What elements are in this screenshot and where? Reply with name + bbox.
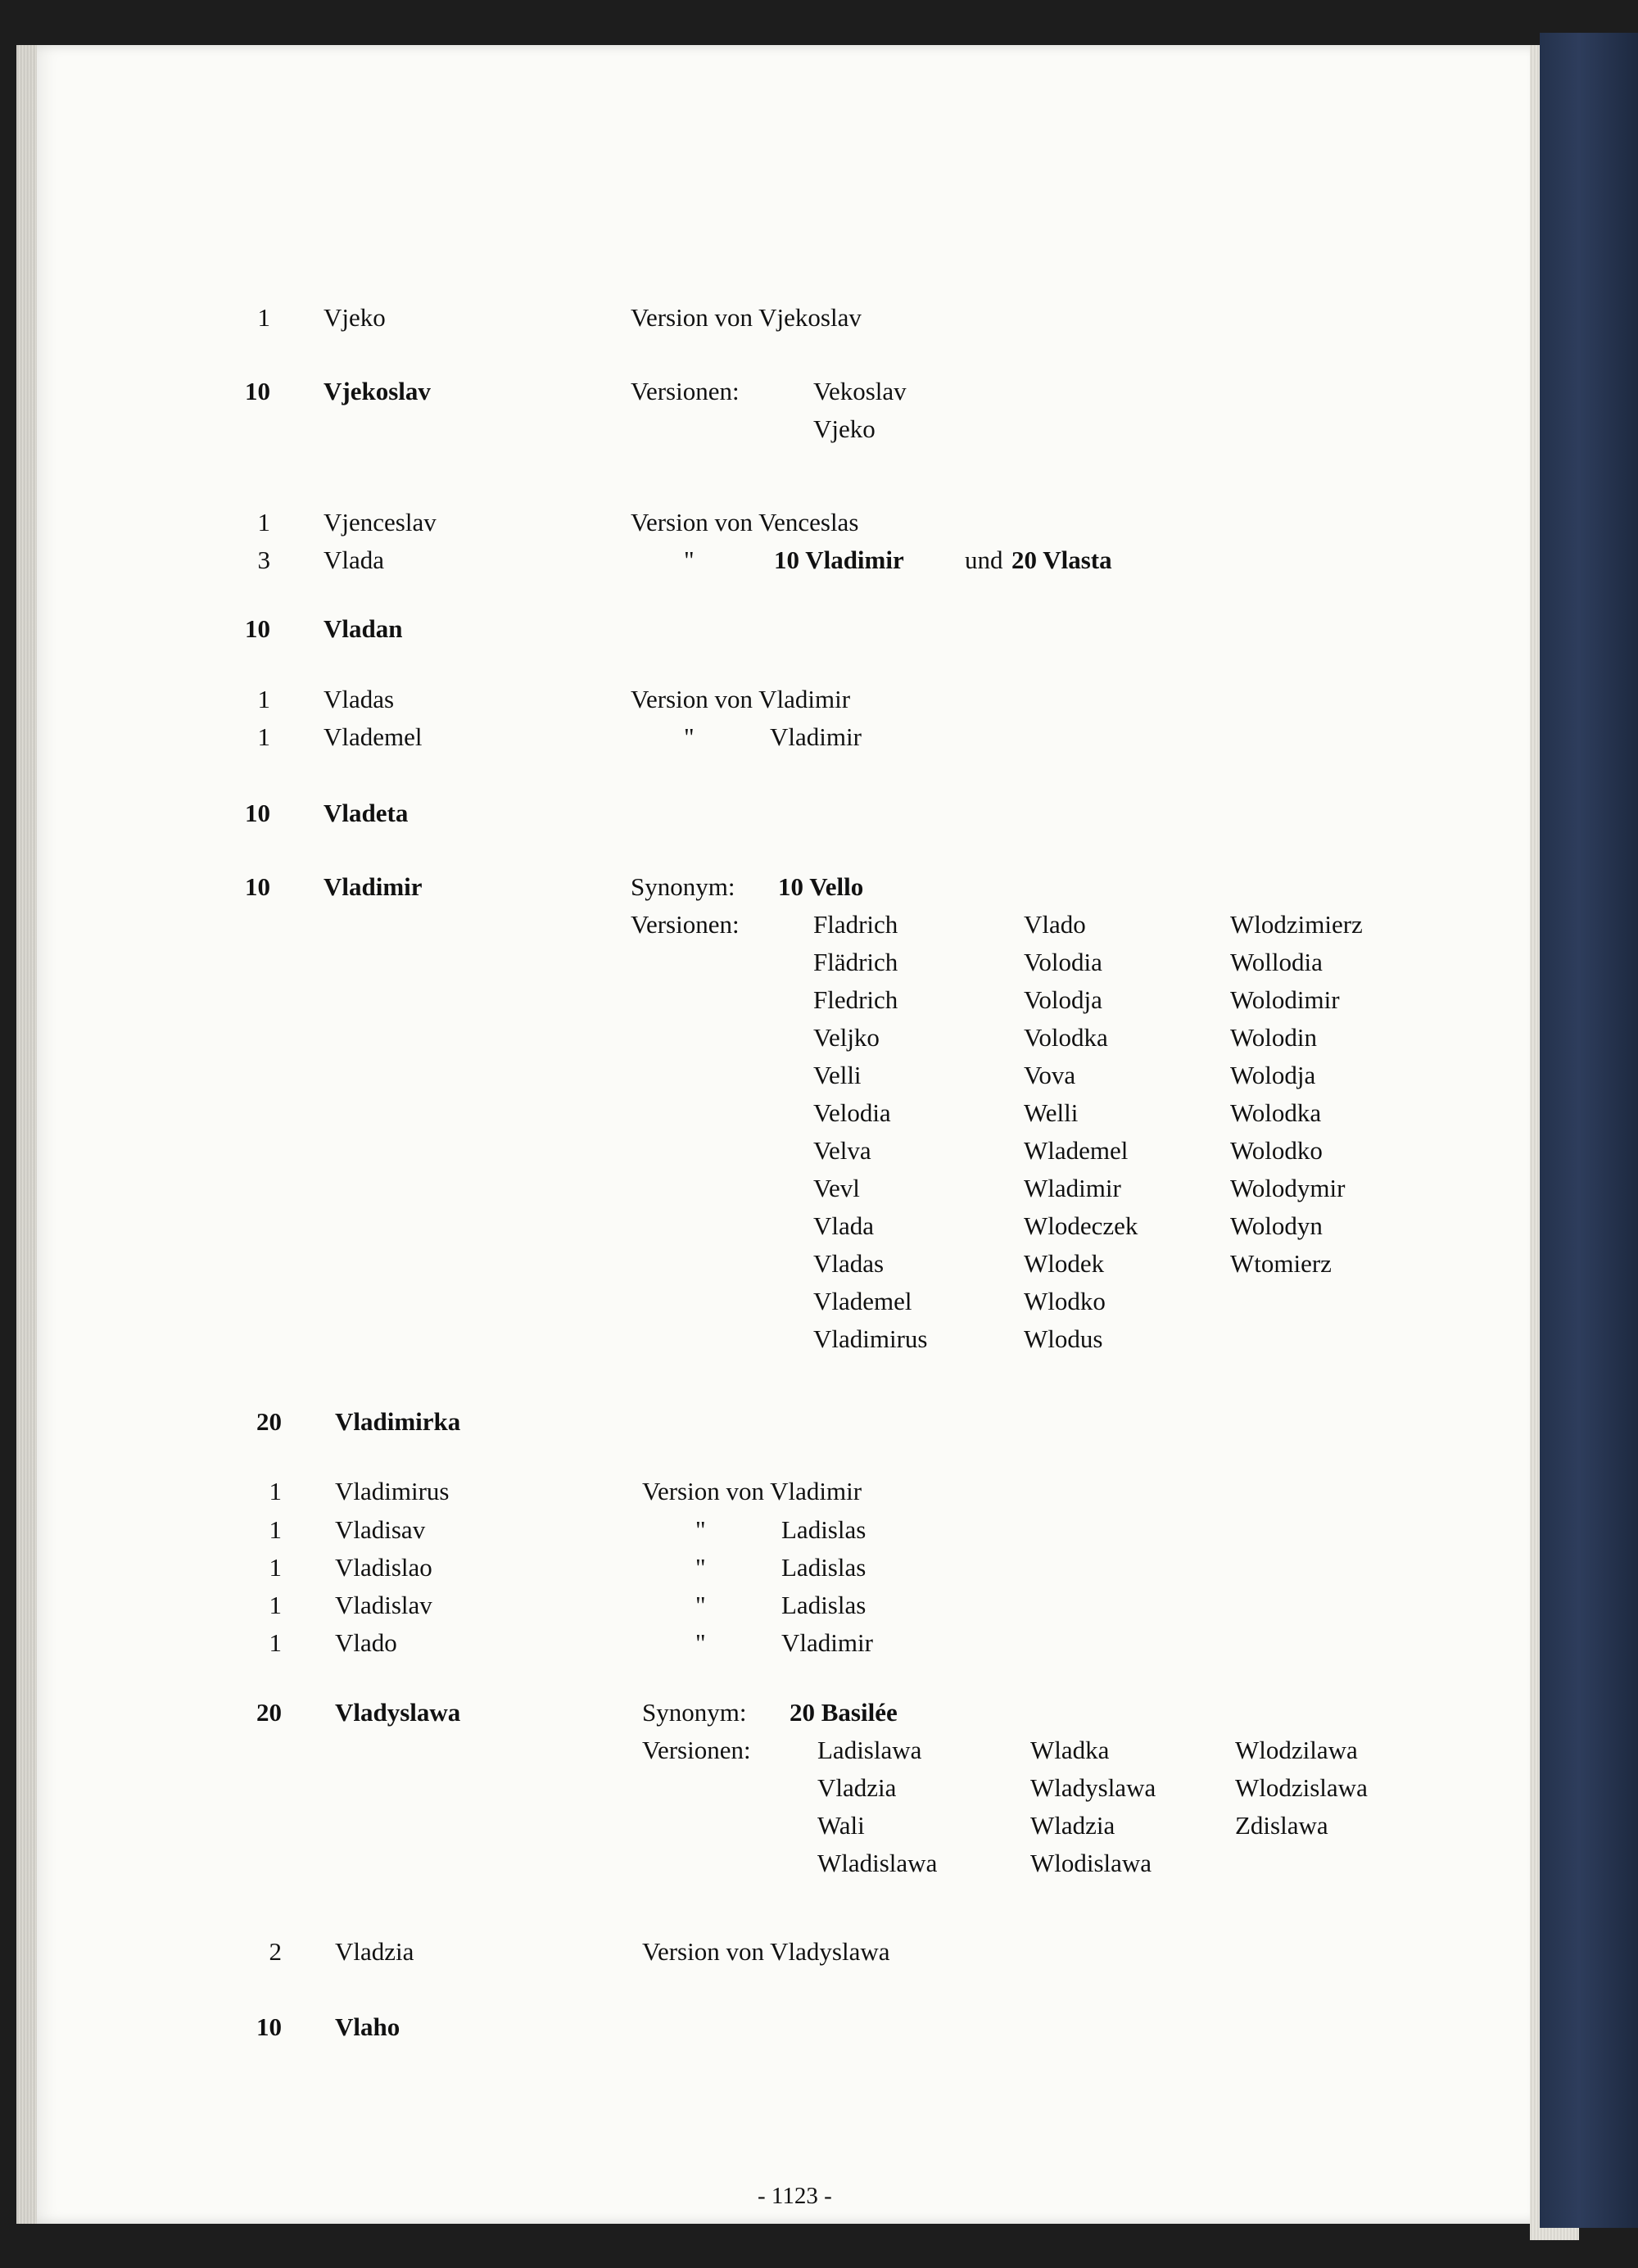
version-item: Wolodko [1230, 1136, 1323, 1165]
entry-frequency: 1 [257, 508, 270, 536]
version-item: Velodia [813, 1098, 891, 1127]
ditto-mark: " [695, 1591, 706, 1619]
version-item: Vladimirus [813, 1324, 928, 1353]
version-item: Velli [813, 1061, 862, 1089]
synonym-label: Synonym: [631, 872, 735, 901]
entry-reference: Ladislas [781, 1591, 867, 1619]
synonym-value: 20 Basilée [790, 1698, 898, 1727]
entry-frequency: 10 [245, 377, 270, 405]
entry-frequency: 1 [269, 1515, 282, 1544]
version-item: Wollodia [1230, 948, 1323, 976]
entry-name: Vladeta [324, 799, 409, 827]
entry-frequency: 1 [269, 1477, 282, 1505]
entry-reference: Vladimir [781, 1628, 873, 1657]
entry-frequency: 10 [245, 799, 270, 827]
version-item: Fledrich [813, 985, 898, 1014]
entry-name: Vjekoslav [324, 377, 431, 405]
version-item: Vlado [1024, 910, 1086, 939]
version-item: Wlodeczek [1024, 1211, 1138, 1240]
version-item: Vladzia [817, 1773, 897, 1802]
entry-frequency: 1 [257, 722, 270, 751]
entry-name: Vladimirka [335, 1407, 461, 1436]
entry-name: Vladislao [335, 1553, 432, 1582]
ditto-mark: " [695, 1628, 706, 1657]
version-item: Wolodymir [1230, 1174, 1346, 1202]
ditto-mark: " [684, 545, 695, 574]
version-item: Wlademel [1024, 1136, 1129, 1165]
entry-reference: Ladislas [781, 1515, 867, 1544]
version-item: Wtomierz [1230, 1249, 1332, 1278]
version-item: Wlodek [1024, 1249, 1105, 1278]
entry-frequency: 10 [245, 872, 270, 901]
version-item: Vevl [813, 1174, 860, 1202]
version-item: Wolodimir [1230, 985, 1340, 1014]
version-item: Wlodzislawa [1235, 1773, 1368, 1802]
entry-name: Vjeko [324, 303, 386, 332]
ditto-mark: " [695, 1515, 706, 1544]
synonym-label: Synonym: [642, 1698, 747, 1727]
entry-name: Vladisav [335, 1515, 426, 1544]
entry-name: Vladas [324, 685, 395, 713]
entry-frequency: 20 [256, 1407, 282, 1436]
version-item: Ladislawa [817, 1736, 922, 1764]
book-page [37, 45, 1544, 2224]
versions-label: Versionen: [631, 910, 740, 939]
version-item: Volodka [1024, 1023, 1108, 1052]
entry-name: Vladan [324, 614, 403, 643]
version-item: Wladyslawa [1030, 1773, 1156, 1802]
entry-frequency: 20 [256, 1698, 282, 1727]
book-cover-edge [1540, 33, 1638, 2228]
entry-name: Vjenceslav [324, 508, 437, 536]
version-item: Vjeko [813, 414, 876, 443]
version-item: Wladimir [1024, 1174, 1121, 1202]
version-item: Vlademel [813, 1287, 912, 1315]
version-item: Volodia [1024, 948, 1102, 976]
synonym-value: 10 Vello [778, 872, 864, 901]
version-item: Fladrich [813, 910, 898, 939]
entry-name: Vlado [335, 1628, 397, 1657]
entry-name: Vlademel [324, 722, 423, 751]
entry-reference: 10 Vladimir [774, 545, 904, 574]
entry-frequency: 3 [257, 545, 270, 574]
entry-name: Vladimirus [335, 1477, 450, 1505]
versions-label: Versionen: [642, 1736, 751, 1764]
entry-name: Vlada [324, 545, 385, 574]
version-item: Wolodka [1230, 1098, 1322, 1127]
version-item: Wladka [1030, 1736, 1110, 1764]
entry-frequency: 1 [269, 1628, 282, 1657]
ditto-mark: " [695, 1553, 706, 1582]
version-item: Flädrich [813, 948, 898, 976]
entry-frequency: 10 [256, 2012, 282, 2041]
version-item: Velva [813, 1136, 871, 1165]
version-item: Wlodzilawa [1235, 1736, 1358, 1764]
version-item: Wlodislawa [1030, 1849, 1152, 1877]
entry-frequency: 1 [257, 685, 270, 713]
entry-description: Version von Vladimir [642, 1477, 862, 1505]
entry-frequency: 1 [269, 1591, 282, 1619]
entry-name: Vlaho [335, 2012, 400, 2041]
page-number: - 1123 - [758, 2183, 832, 2209]
version-item: Vova [1024, 1061, 1076, 1089]
ditto-mark: " [684, 722, 695, 751]
reference-connector: und [965, 545, 1003, 574]
version-item: Wolodja [1230, 1061, 1316, 1089]
entry-name: Vladimir [324, 872, 423, 901]
versions-label: Versionen: [631, 377, 740, 405]
version-item: Vladas [813, 1249, 885, 1278]
entry-frequency: 1 [257, 303, 270, 332]
version-item: Wolodin [1230, 1023, 1318, 1052]
version-item: Wali [817, 1811, 865, 1840]
entry-reference: 20 Vlasta [1011, 545, 1112, 574]
version-item: Wlodko [1024, 1287, 1106, 1315]
version-item: Zdislawa [1235, 1811, 1328, 1840]
version-item: Wlodzimierz [1230, 910, 1363, 939]
entry-name: Vladyslawa [335, 1698, 461, 1727]
entry-description: Version von Vladimir [631, 685, 851, 713]
entry-description: Version von Venceslas [631, 508, 859, 536]
version-item: Wlodus [1024, 1324, 1103, 1353]
version-item: Volodja [1024, 985, 1102, 1014]
entry-reference: Ladislas [781, 1553, 867, 1582]
version-item: Wladzia [1030, 1811, 1115, 1840]
entry-frequency: 2 [269, 1937, 282, 1966]
version-item: Welli [1024, 1098, 1079, 1127]
entry-description: Version von Vladyslawa [642, 1937, 890, 1966]
version-item: Wolodyn [1230, 1211, 1323, 1240]
version-item: Vekoslav [813, 377, 907, 405]
entry-frequency: 10 [245, 614, 270, 643]
version-item: Vlada [813, 1211, 875, 1240]
entry-description: Version von Vjekoslav [631, 303, 862, 332]
entry-name: Vladzia [335, 1937, 414, 1966]
entry-reference: Vladimir [770, 722, 862, 751]
entry-frequency: 1 [269, 1553, 282, 1582]
version-item: Wladislawa [817, 1849, 938, 1877]
entry-name: Vladislav [335, 1591, 432, 1619]
version-item: Veljko [813, 1023, 880, 1052]
